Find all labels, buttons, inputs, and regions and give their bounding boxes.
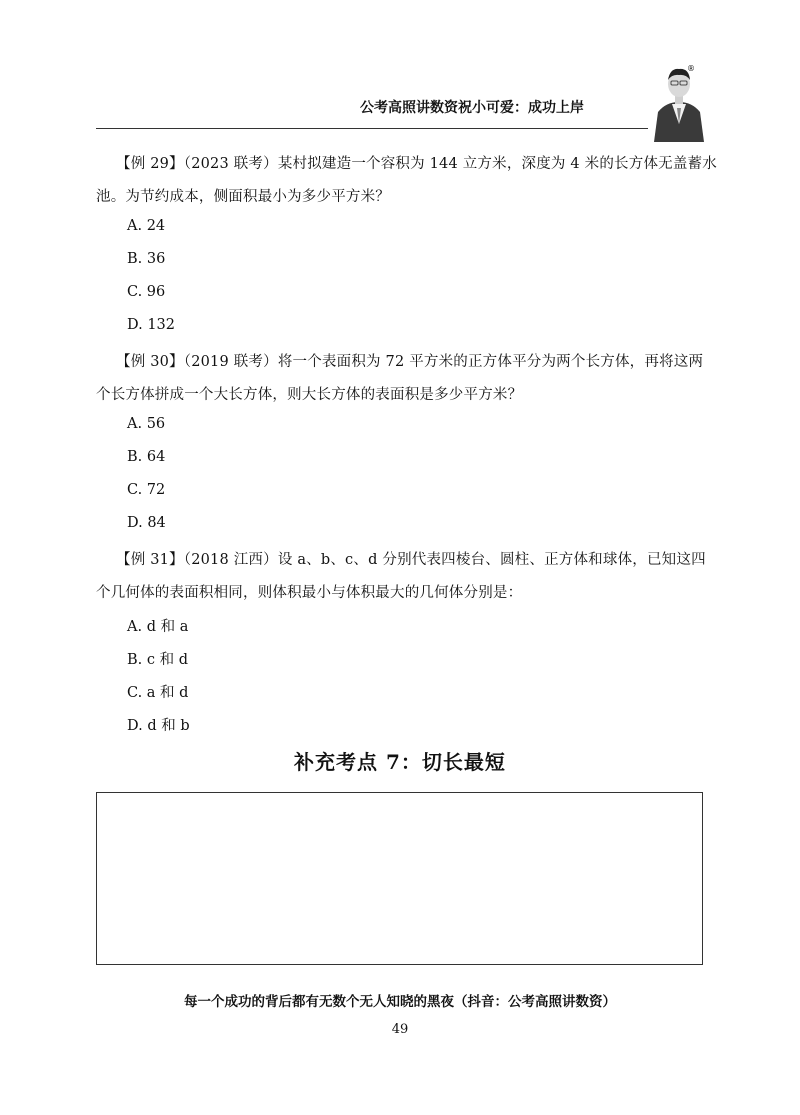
answer-option: D. d 和 b	[127, 718, 190, 734]
answer-option: A. d 和 a	[127, 619, 189, 635]
answer-option: B. 64	[127, 449, 166, 465]
answer-option: B. 36	[127, 251, 166, 267]
example-question-line: 【例 29】（2023 联考）某村拟建造一个容积为 144 立方米，深度为 4 米的长方体无盖蓄水	[116, 156, 717, 172]
notes-box	[96, 792, 703, 965]
author-portrait	[648, 62, 710, 142]
registered-mark: ®	[687, 64, 695, 73]
answer-option: B. c 和 d	[127, 652, 188, 668]
header-tagline: 公考高照讲数资祝小可爱：成功上岸	[360, 100, 584, 116]
page-number: 49	[391, 1022, 409, 1037]
answer-option: D. 84	[127, 515, 166, 531]
example-question-line: 个几何体的表面积相同，则体积最小与体积最大的几何体分别是：	[96, 585, 523, 601]
example-question-line: 池。为节约成本，侧面积最小为多少平方米？	[96, 189, 390, 205]
answer-option: A. 24	[127, 218, 166, 234]
footer-slogan: 每一个成功的背后都有无数个无人知晓的黑夜（抖音：公考高照讲数资）	[184, 994, 616, 1010]
example-question-line: 【例 30】（2019 联考）将一个表面积为 72 平方米的正方体平分为两个长方体，再将这两	[116, 354, 704, 370]
example-question-line: 个长方体拼成一个大长方体，则大长方体的表面积是多少平方米？	[96, 387, 523, 403]
example-question-line: 【例 31】（2018 江西）设 a、b、c、d 分别代表四棱台、圆柱、正方体和球体，已知这四	[116, 552, 706, 568]
answer-option: D. 132	[127, 317, 176, 333]
answer-option: C. 72	[127, 482, 166, 498]
header-divider	[96, 128, 708, 129]
answer-option: C. a 和 d	[127, 685, 189, 701]
section-title: 补充考点 7：切长最短	[294, 750, 506, 774]
answer-option: C. 96	[127, 284, 166, 300]
answer-option: A. 56	[127, 416, 166, 432]
